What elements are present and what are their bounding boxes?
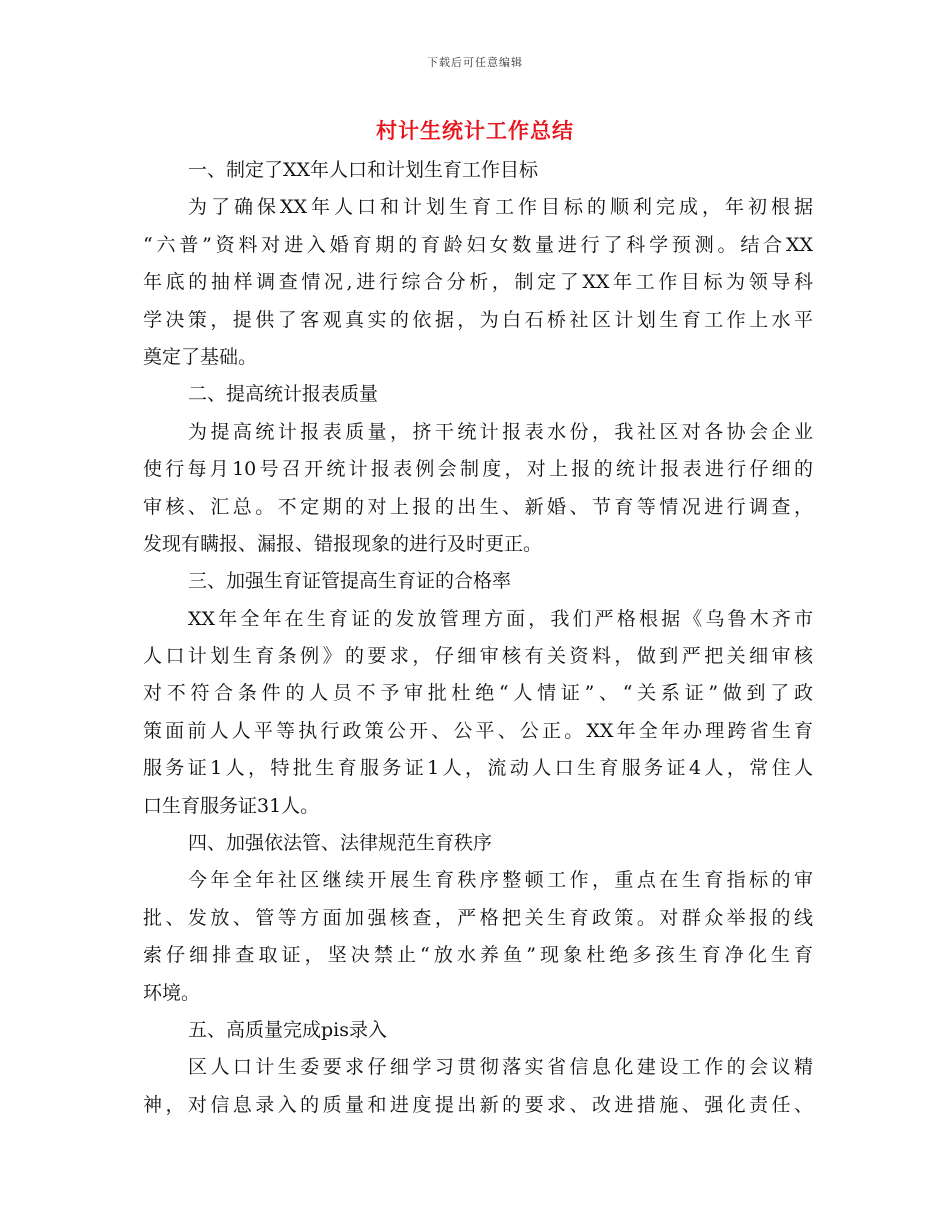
- body-text-line: 五、高质量完成pis录入: [188, 1018, 387, 1041]
- body-text-line: 人口计划生育条例》的要求，仔细审核有关资料，做到严把关细审核: [143, 645, 813, 668]
- body-text-line: 服务证1人，特批生育服务证1人，流动人口生育服务证4人，常住人: [143, 757, 813, 780]
- body-text-line: 策面前人人平等执行政策公开、公平、公正。XX年全年办理跨省生育: [143, 719, 813, 742]
- body-text-line: 口生育服务证31人。: [143, 794, 320, 817]
- body-text-line: 批、发放、管等方面加强核查，严格把关生育政策。对群众举报的线: [143, 906, 813, 929]
- body-text-line: 使行每月10号召开统计报表例会制度，对上报的统计报表进行仔细的: [143, 458, 813, 481]
- body-text-line: 神，对信息录入的质量和进度提出新的要求、改进措施、强化责任、: [143, 1093, 813, 1116]
- body-text-line: 环境。: [143, 981, 201, 1004]
- document-body: [143, 152, 813, 1124]
- body-text-line: XX年全年在生育证的发放管理方面，我们严格根据《乌鲁木齐市: [188, 607, 813, 630]
- body-text-line: “六普”资料对进入婚育期的育龄妇女数量进行了科学预测。结合XX: [143, 233, 813, 256]
- body-text-line: 年底的抽样调查情况,进行综合分析，制定了XX年工作目标为领导科: [143, 271, 813, 294]
- body-text-line: 对不符合条件的人员不予审批杜绝“人情证”、“关系证”做到了政: [143, 682, 813, 705]
- body-text-line: 一、制定了XX年人口和计划生育工作目标: [188, 159, 539, 181]
- page-header-note: 下载后可任意编辑: [427, 56, 523, 69]
- body-text-line: 二、提高统计报表质量: [188, 383, 379, 406]
- body-text-line: 学决策，提供了客观真实的依据，为白石桥社区计划生育工作上水平: [143, 308, 813, 331]
- body-text-line: 区人口计生委要求仔细学习贯彻落实省信息化建设工作的会议精: [188, 1056, 813, 1079]
- document-title: 村计生统计工作总结: [376, 118, 574, 143]
- body-text-line: 发现有瞒报、漏报、错报现象的进行及时更正。: [143, 532, 543, 555]
- body-text-line: 为了确保XX年人口和计划生育工作目标的顺利完成，年初根据: [188, 196, 813, 219]
- body-text-line: 审核、汇总。不定期的对上报的出生、新婚、节育等情况进行调查，: [143, 495, 813, 518]
- body-text-line: 今年全年社区继续开展生育秩序整顿工作，重点在生育指标的审: [188, 869, 813, 892]
- body-text-line: 为提高统计报表质量，挤干统计报表水份，我社区对各协会企业: [188, 420, 813, 443]
- body-text-line: 四、加强依法管、法律规范生育秩序: [188, 832, 493, 855]
- body-text-line: 索仔细排查取证，坚决禁止“放水养鱼”现象杜绝多孩生育净化生育: [143, 944, 813, 967]
- body-text-line: 奠定了基础。: [143, 345, 258, 368]
- body-text-line: 三、加强生育证管提高生育证的合格率: [188, 570, 512, 593]
